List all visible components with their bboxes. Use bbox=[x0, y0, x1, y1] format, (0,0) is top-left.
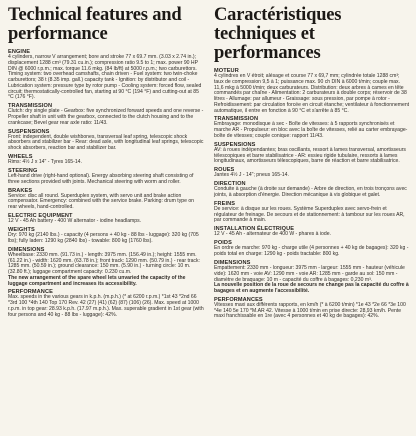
section-text: Empattement: 2330 mm - longueur: 3975 mm - largeur: 1555 mm - hauteur (véhicule vide): 1620 mm - voie AV: 1290 mm - voie AR: 1285 mm - garde au sol: 150 mm - diamètre de braquage: 10 m - capacité du coffre à bagages: 0,230 m³. bbox=[214, 265, 405, 283]
fr-section bbox=[214, 297, 410, 320]
section-text: En ordre de marche: 970 kg - charge utile (4 personnes + 40 kg de bagages): 320 kg - poids total en charge: 1290 kg - poids tractable: 800 kg. bbox=[214, 245, 409, 258]
french-title: Caractéristiques techniques et performances bbox=[214, 5, 342, 63]
section-heading: FREINS bbox=[214, 200, 236, 207]
french-column bbox=[214, 6, 410, 320]
section-text: Conduite à gauche (à droite sur demande) - Arbre de direction, en trois tronçons avec joints, à absorption d'énergie. Direction mécanique à vis globique et galet. bbox=[214, 186, 407, 198]
section-text: Max. speeds in the various gears in k.p.h. (m.p.h.) (* at 6200 r.p.m.) *1st 43 *2nd 66 *3rd 100 *4th 140 Top 170 Rev. 42 (27) (41) (62) (87) (106) (26). Max. speed at 1000 r.p.m. in top gear: 28.93 k.p.h. (17.97 m.p.h.). Max. superable gradient in 1st gear (with four persons and 40 kg - 88 lbs - luggage): 42%. bbox=[8, 294, 204, 318]
section-text: 12 V - 45 Ah - alternateur de 400 W - phares à iode. bbox=[214, 231, 331, 238]
section-text: Clutch: dry single plate - Gearbox: five synchronized forward speeds and one reverse - Propeller shaft in unit with the gearbox, connected to the clutch housing and to the crankcase; Bevel gear rear axle ratio: 11/43. bbox=[8, 108, 204, 126]
section-heading: WEIGHTS bbox=[8, 227, 35, 234]
section-text: Front: independent, double wishbones, transversal leaf spring, telescopic shock absorbers and stabilizer bar - Rear: dead axle, with longitudinal leaf springs, telescopic shock absorbers, reaction bar and stabilizer bar. bbox=[8, 133, 204, 152]
section-heading: DIMENSIONS bbox=[8, 246, 45, 253]
section-heading: DIRECTION bbox=[214, 181, 246, 188]
section-heading: ELECTRIC EQUIPMENT bbox=[8, 213, 73, 220]
en-section bbox=[8, 168, 204, 186]
en-section bbox=[8, 213, 204, 225]
section-heading: WHEELS bbox=[8, 154, 33, 161]
section-text: Dry: 970 kg (2140 lbs.) - capacity (4 persons + 40 kg - 88 lbs - luggage): 320 kg (705 lbs); fully laden: 1290 kg (2840 lbs) - towable: 800 kg (1760 lbs). bbox=[8, 232, 199, 244]
fr-section bbox=[214, 68, 410, 114]
section-heading: INSTALLATION ÉLECTRIQUE bbox=[214, 226, 295, 233]
section-heading: BRAKES bbox=[8, 187, 33, 194]
section-heading: DIMENSIONS bbox=[214, 260, 251, 266]
fr-section bbox=[214, 181, 410, 199]
en-section bbox=[8, 247, 204, 288]
section-heading: ENGINE bbox=[8, 49, 31, 55]
section-heading: STEERING bbox=[8, 168, 38, 174]
section-heading: SUSPENSIONS bbox=[214, 141, 256, 148]
english-title: Technical features and performance bbox=[8, 5, 182, 44]
en-section bbox=[8, 154, 204, 166]
fr-section bbox=[214, 167, 410, 179]
en-section bbox=[8, 103, 204, 126]
section-text: De service: à disque sur les roues. Système Superduplex avec servo-frein et régulateur de freinage. De secours et de stationnement: à tambour sur les roues AR, par commande à main. bbox=[214, 205, 405, 224]
en-section bbox=[8, 49, 204, 101]
section-text: Rims: 4½ J x 14" - Tyres 165-14. bbox=[8, 159, 82, 166]
en-section bbox=[8, 129, 204, 152]
english-sections bbox=[8, 49, 204, 318]
section-text: Embrayage: monodisque à sec - Boîte de vitesses: à 5 rapports synchronisés et marche AR - Propulseur: en bloc avec la boîte de vitesses, relié au carter embrayage-boîte de vitesses; couple conique: rapport 11/43. bbox=[214, 121, 408, 139]
section-text: AV: à roues indépendantes; bras oscillants, ressort à lames transversal, amortisseurs télescopiques et barre stabilisatrice - AR: essieu rigide tubulaire, ressorts à lames longitudinaux, amortisseurs télescopiques, barre de réaction et barre stabilisatrice. bbox=[214, 146, 406, 165]
en-section bbox=[8, 188, 204, 211]
fr-section bbox=[214, 226, 410, 238]
section-text: Vitesses maxi aux différents rapports, en km/h (* à 6200 t/min) *1e 43 *2e 66 *3e 100 *4e 140 5e 170 *M.AR 42. Vitesse à 1000 t/min en prise directe: 28,93 km/h. Pente maxi franchissable en 1re (avec 4 personnes et 40 kg de bagages): 42%. bbox=[214, 301, 406, 320]
section-heading: POIDS bbox=[214, 240, 232, 247]
french-sections bbox=[214, 68, 410, 320]
fr-section bbox=[214, 240, 410, 258]
section-heading: SUSPENSIONS bbox=[8, 128, 50, 135]
section-heading: PERFORMANCE bbox=[8, 289, 53, 296]
en-section bbox=[8, 227, 204, 245]
fr-section bbox=[214, 260, 410, 295]
section-heading: TRANSMISSION bbox=[214, 116, 259, 123]
section-text: 4 cylindres en V étroit; alésage et course 77 x 69,7 mm; cylindrée totale 1288 cm³; taux de compression 9,5 à 1; puissance max. 90 ch DIN à 6000 t/min; couple max. 11,6 mkg à 5000 t/min; deux carburateurs. Distribution: deux arbres à cames en tête commandés par chaîne - Alimentation: 2 carburateurs à double corps; réservoir de 38 litres - Allumage: par allumeur - Graissage: sous pression, par pompe à rotor - Refroidissement: par circulation forcée en circuit étanche; ventilateur à fonctionnement automatique, il entre en fonction à 90 °C et s'arrête à 85 °C. bbox=[214, 73, 410, 114]
section-text: Jantes 4½ J - 14"; pneus 165-14. bbox=[214, 172, 289, 179]
section-text: La nouvelle position de la roue de secours ne change pas la capacité du coffre à bagages et en augmente l'accessibilité. bbox=[214, 282, 409, 294]
section-heading: PERFORMANCES bbox=[214, 296, 263, 303]
section-heading: MOTEUR bbox=[214, 68, 239, 74]
fr-section bbox=[214, 116, 410, 139]
section-text: Left-hand drive (right-hand optional). Energy absorbing steering shaft consisting of three sections provided with joints. Mechanical steering with worm and roller. bbox=[8, 173, 194, 185]
section-text: The new arrangement of the spare wheel lets unvaried the capacity of the luggage compartment and increases its accessibility. bbox=[8, 274, 186, 287]
section-text: 12 V - 45 Ah battery - 400 W alternator - iodine headlamps. bbox=[8, 218, 142, 225]
section-text: 4 cylinders, narrow V arrangement; bore and stroke 77 x 69.7 mm. (3.03 x 2.74 in.); displacement 1288 cm³ (79.31 cu.in.); compression ratio 9.5 to 1; max. power 90 HP DIN @ 6000 r.p.m.; max. torque 11.6 mkg. (84 lb/ft) at 5000 r.p.m.; two carburettors. Timing system: two overhead camshafts, chain driven - Fuel system: two twin-choke carburettors; 38 t (8.35 imp. gall.) capacity tank - Ignition: by distributor and coil - Lubrication system: pressure type by rotor pump - Cooling system: forced flow, sealed circuit; thermostatically-controlled fan, starting at 90 °C (194 °F) and cutting-out at 85 °C (176 °F). bbox=[8, 54, 202, 101]
section-text: Wheelbase: 2330 mm. (91.73 in.) - length: 3975 mm. (156.49 in.); height: 1555 mm. (61.22 in.) - width: 1620 mm. (63.78 in.); front track: 1290 mm. (50.79 in.) - rear track: 1285 mm. (50.59 in.); ground clearance: 150 mm. (5.90 in.) - turning circle: 10 m. (32.80 ft.); luggage compartment capacity: 0.230 cu.m. bbox=[8, 251, 200, 275]
en-section bbox=[8, 289, 204, 318]
fr-section bbox=[214, 201, 410, 224]
section-text: Service: disc all round. Superduplex system, with servo unit and brake action compensator. Emergency: combined with the service brake. Parking: drum type on rear wheels, hand-controlled. bbox=[8, 192, 195, 211]
section-heading: TRANSMISSION bbox=[8, 103, 53, 110]
section-heading: ROUES bbox=[214, 167, 235, 174]
fr-section bbox=[214, 142, 410, 165]
english-column bbox=[8, 6, 204, 318]
